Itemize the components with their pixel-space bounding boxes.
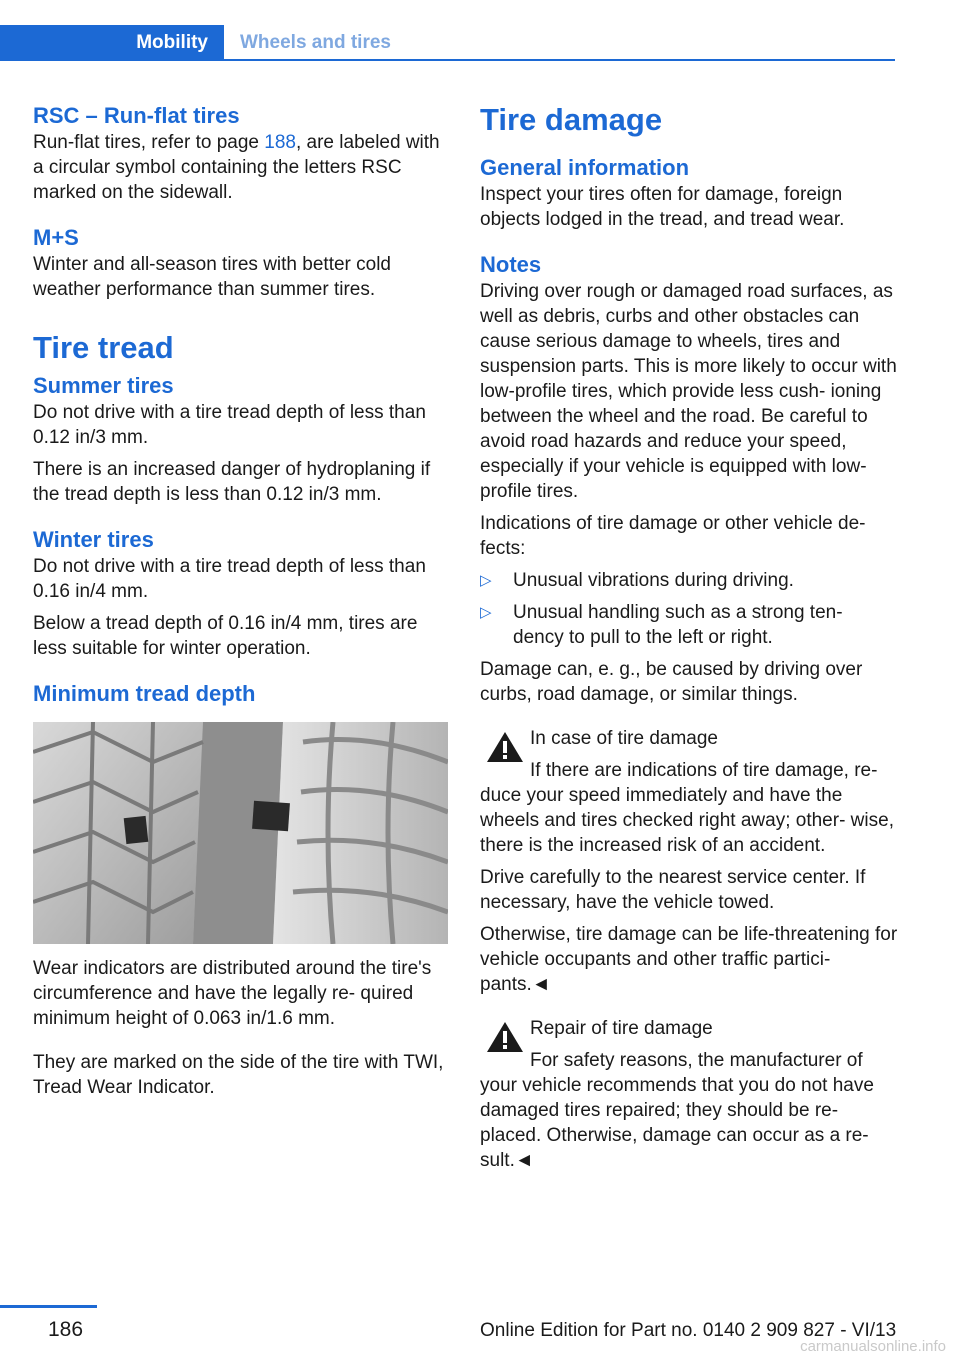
heading-winter-tires: Winter tires [33,527,154,552]
heading-general-information: General information [480,155,690,180]
heading-tire-damage: Tire damage [480,102,663,137]
chapter-tab-wheels-and-tires[interactable]: Wheels and tires [240,32,391,53]
tire-tread-illustration [33,722,448,944]
paragraph-summer-2: There is an increased danger of hydroplaning if the tread depth is less than 0.12 in/3 mm. [33,459,431,505]
paragraph-life-threatening: Otherwise, tire damage can be life-threatening for vehicle occupants and other traffic partici‐ pants.◄ [480,924,898,995]
list-item [480,568,898,593]
page-number: 186 [48,1318,84,1341]
warning-triangle-icon [480,726,530,764]
warning-text-repair-cont: your vehicle recommends that you do not have damaged tires repaired; they should be re‐ placed. Otherwise, damage can occur as a re‐ sult.◄ [480,1075,874,1171]
paragraph-rsc [33,130,451,205]
heading-tire-tread: Tire tread [33,330,174,365]
paragraph-winter-2: Below a tread depth of 0.16 in/4 mm, tires are less suitable for winter operation. [33,613,418,659]
bullet-text: Unusual vibrations during driving. [513,570,794,591]
heading-ms: M+S [33,225,79,250]
paragraph-notes-1: Driving over rough or damaged road surfaces, as well as debris, curbs and other obstacles can cause serious damage to wheels, tires and suspension parts. This is more likely to occur with low-profile tires, which provide less cush‐ ioning between the wheel and the road. Be careful to avoid road hazards and reduce your speed, especially if your vehicle is equipped with low-profile tires. [480,281,897,502]
page-header [0,25,895,61]
heading-rsc: RSC – Run-flat tires [33,103,240,128]
warning-block-damage [480,726,898,783]
warning-text-damage-cont: duce your speed immediately and have the wheels and tires checked right away; other‐ wise, there is the increased risk of an accident. [480,785,894,856]
paragraph-general: Inspect your tires often for damage, foreign objects lodged in the tread, and tread wear. [480,184,845,230]
paragraph-notes-3: Damage can, e. g., be caused by driving over curbs, road damage, or similar things. [480,659,863,705]
paragraph-service-center: Drive carefully to the nearest service center. If necessary, have the vehicle towed. [480,867,866,913]
left-column [33,102,451,1100]
paragraph-notes-2: Indications of tire damage or other vehicle de‐ fects: [480,513,866,559]
watermark: carmanualsonline.info [800,1338,946,1355]
rsc-text-end: , are labeled with a circular symbol containing the letters RSC marked on the sidewall. [33,132,440,203]
edition-label: Online Edition for Part no. 0140 2 909 827 - VI/13 [480,1320,897,1341]
header-rule [0,59,895,61]
heading-minimum-tread-depth: Minimum tread depth [33,681,256,706]
list-item [480,600,898,650]
paragraph-wear-indicators: Wear indicators are distributed around the tire's circumference and have the legally re‐ quired minimum height of 0.063 in/1.6 mm. [33,958,432,1029]
rsc-text-start: Run-flat tires, refer to page [33,132,265,153]
heading-notes: Notes [480,252,542,277]
paragraph-ms: Winter and all-season tires with better cold weather performance than summer tires. [33,254,391,300]
bullet-triangle-icon: ▷ [480,572,492,589]
page-link-188[interactable]: 188 [264,132,296,153]
paragraph-summer-1: Do not drive with a tire tread depth of less than 0.12 in/3 mm. [33,402,426,448]
warning-text-damage-start: If there are indications of tire damage, re‐ [530,760,878,781]
paragraph-twi: They are marked on the side of the tire with TWI, Tread Wear Indicator. [33,1052,444,1098]
right-column [480,102,898,1173]
warning-text-repair-start: For safety reasons, the manufacturer of [530,1050,863,1071]
warning-block-repair [480,1016,898,1073]
warning-title-repair: Repair of tire damage [530,1018,713,1039]
section-tab-mobility[interactable]: Mobility [0,25,224,61]
paragraph-winter-1: Do not drive with a tire tread depth of less than 0.16 in/4 mm. [33,556,426,602]
bullet-text: Unusual handling such as a strong ten‐ dency to pull to the left or right. [513,602,843,648]
warning-triangle-icon [480,1016,530,1054]
bullet-triangle-icon: ▷ [480,604,492,621]
heading-summer-tires: Summer tires [33,373,174,398]
footer-rule [0,1305,97,1308]
warning-title-damage: In case of tire damage [530,728,718,749]
